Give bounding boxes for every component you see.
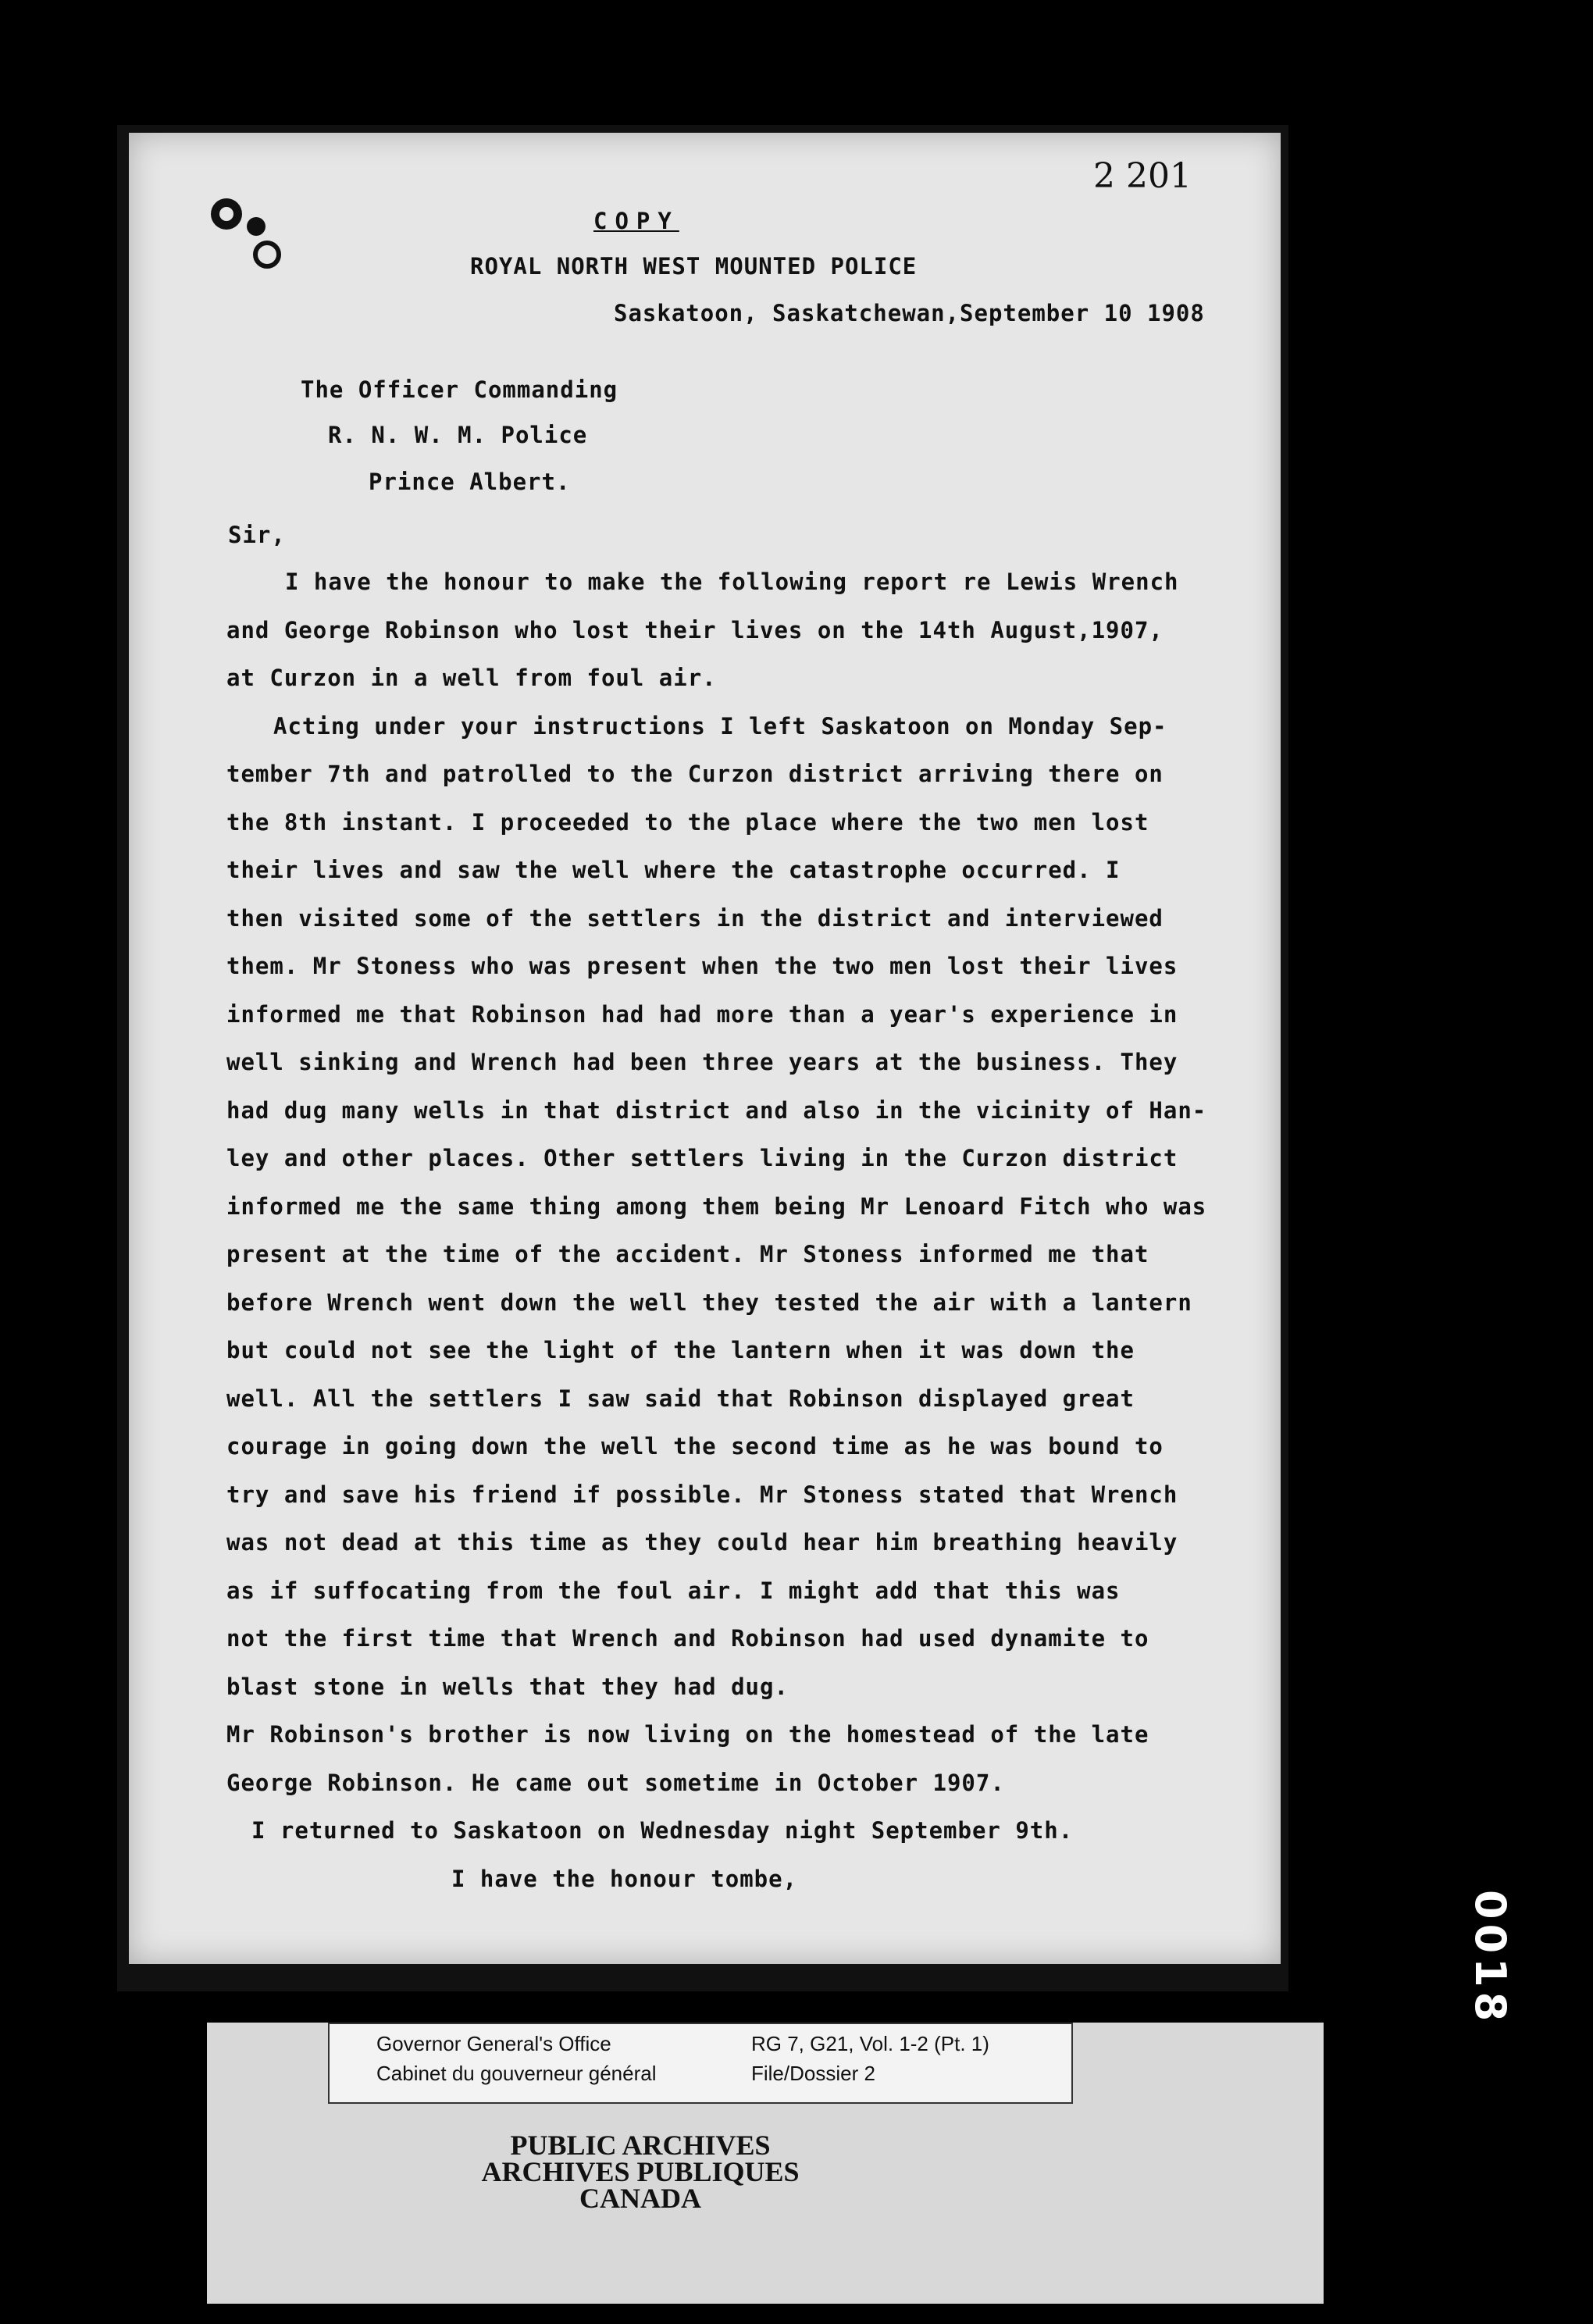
archives-line-3: CANADA (579, 2183, 701, 2214)
address-line-2: R. N. W. M. Police (328, 422, 588, 448)
body-line: ley and other places. Other settlers living in the Curzon district (226, 1145, 1178, 1171)
body-line: well. All the settlers I saw said that Robinson displayed great (226, 1385, 1135, 1412)
archive-file: File/Dossier 2 (751, 2062, 875, 2085)
body-line: at Curzon in a well from foul air. (226, 665, 717, 691)
body-line: had dug many wells in that district and also in the vicinity of Han- (226, 1097, 1207, 1124)
body-line: George Robinson. He came out sometime in October 1907. (226, 1770, 1005, 1796)
address-line-1: The Officer Commanding (301, 376, 618, 403)
place-date: Saskatoon, Saskatchewan,September 10 1908 (614, 300, 1205, 326)
body-line: their lives and saw the well where the catastrophe occurred. I (226, 857, 1121, 883)
archive-label (328, 2023, 1073, 2104)
public-archives-stamp (437, 2132, 843, 2212)
archive-reference: RG 7, G21, Vol. 1-2 (Pt. 1) (751, 2032, 989, 2055)
body-line: blast stone in wells that they had dug. (226, 1673, 789, 1700)
salutation: Sir, (228, 522, 286, 548)
archives-line-1: PUBLIC ARCHIVES (510, 2130, 771, 2161)
frame-counter-text: 0018 (1466, 1890, 1515, 2026)
body-line: present at the time of the accident. Mr Stoness informed me that (226, 1241, 1149, 1267)
organization-heading: ROYAL NORTH WEST MOUNTED POLICE (470, 253, 918, 280)
body-line: informed me the same thing among them being Mr Lenoard Fitch who was (226, 1193, 1207, 1220)
body-line: not the first time that Wrench and Robinson had used dynamite to (226, 1625, 1149, 1652)
body-line: informed me that Robinson had had more than a year's experience in (226, 1001, 1178, 1028)
body-line: the 8th instant. I proceeded to the place where the two men lost (226, 809, 1149, 836)
body-line: Mr Robinson's brother is now living on the homestead of the late (226, 1721, 1149, 1748)
page-number: 2 201 (1093, 156, 1192, 196)
archive-office-fr: Cabinet du gouverneur général (376, 2062, 657, 2085)
address-line-3: Prince Albert. (369, 469, 571, 495)
archives-line-2: ARCHIVES PUBLIQUES (481, 2156, 800, 2187)
frame-counter (1452, 1890, 1515, 2069)
body-line: well sinking and Wrench had been three years at the business. They (226, 1049, 1178, 1075)
body-line: I have the honour tombe, (451, 1866, 798, 1892)
body-line: I returned to Saskatoon on Wednesday night September 9th. (251, 1817, 1074, 1844)
body-line: I have the honour to make the following report re Lewis Wrench (285, 569, 1179, 595)
body-line: tember 7th and patrolled to the Curzon district arriving there on (226, 761, 1164, 787)
body-line: try and save his friend if possible. Mr Stoness stated that Wrench (226, 1481, 1178, 1508)
body-line: courage in going down the well the second time as he was bound to (226, 1433, 1164, 1460)
paper-clip-icon (205, 192, 290, 278)
body-line: them. Mr Stoness who was present when the two men lost their lives (226, 953, 1178, 979)
copy-heading: COPY (593, 208, 679, 234)
body-line: and George Robinson who lost their lives on the 14th August,1907, (226, 617, 1164, 643)
body-line: then visited some of the settlers in the district and interviewed (226, 905, 1164, 932)
body-line: was not dead at this time as they could hear him breathing heavily (226, 1529, 1178, 1556)
body-line: Acting under your instructions I left Saskatoon on Monday Sep- (273, 713, 1167, 740)
body-line: as if suffocating from the foul air. I might add that this was (226, 1577, 1121, 1604)
body-line: but could not see the light of the lantern when it was down the (226, 1337, 1135, 1363)
body-line: before Wrench went down the well they tested the air with a lantern (226, 1289, 1192, 1316)
archive-office-en: Governor General's Office (376, 2032, 611, 2055)
